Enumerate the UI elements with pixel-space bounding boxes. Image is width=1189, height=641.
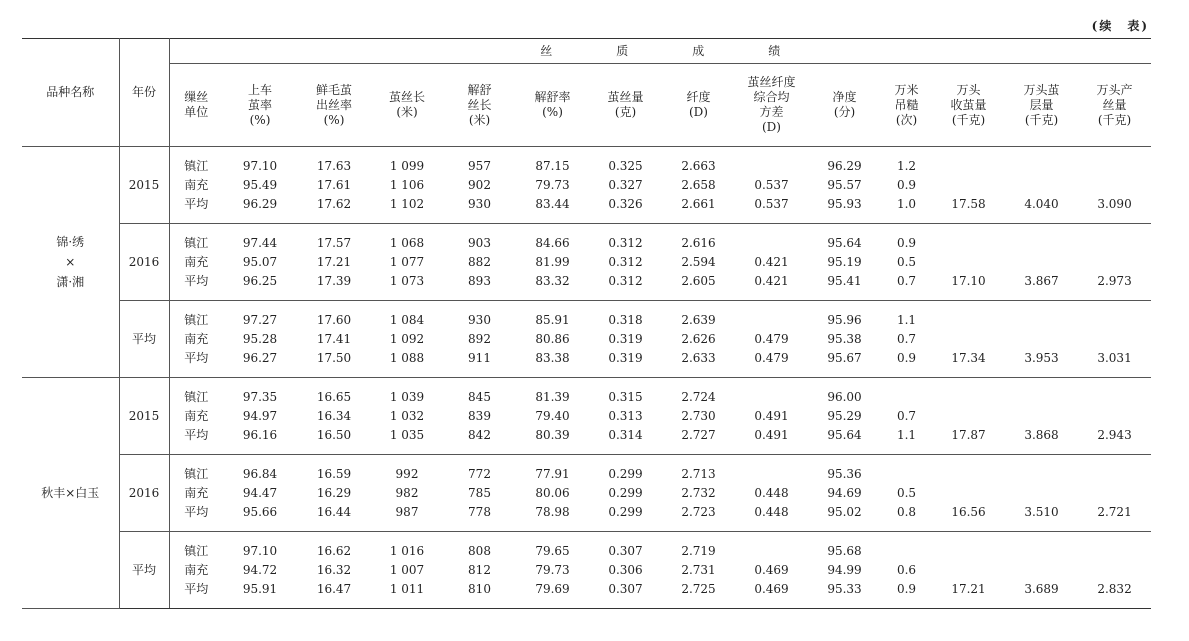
- header-variety: 品种名称: [22, 39, 119, 147]
- data-cell: 3.689: [1005, 532, 1078, 609]
- data-cell: 957 902 930: [443, 147, 516, 224]
- data-cell: 81.39 79.40 80.39: [516, 378, 589, 455]
- data-cell: 85.91 80.86 83.38: [516, 301, 589, 378]
- data-cell: 3.953: [1005, 301, 1078, 378]
- data-cell: 0.469 0.469: [735, 532, 808, 609]
- data-cell: 17.87: [932, 378, 1005, 455]
- data-cell: 808 812 810: [443, 532, 516, 609]
- data-cell: 845 839 842: [443, 378, 516, 455]
- year-cell: 2015: [119, 378, 169, 455]
- year-cell: 2015: [119, 147, 169, 224]
- data-cell: 镇江 南充 平均: [169, 378, 223, 455]
- data-cell: 0.312 0.312 0.312: [589, 224, 662, 301]
- col-header: 鲜毛茧 出丝率 (%): [297, 64, 371, 147]
- data-cell: 0.421 0.421: [735, 224, 808, 301]
- data-cell: 0.5 0.8: [881, 455, 932, 532]
- data-cell: 96.00 95.29 95.64: [808, 378, 881, 455]
- data-cell: 1 016 1 007 1 011: [371, 532, 443, 609]
- data-cell: 16.59 16.29 16.44: [297, 455, 371, 532]
- data-cell: 16.56: [932, 455, 1005, 532]
- col-header: 缫丝 单位: [169, 64, 223, 147]
- year-cell: 平均: [119, 301, 169, 378]
- data-cell: 97.44 95.07 96.25: [223, 224, 297, 301]
- data-cell: 3.868: [1005, 378, 1078, 455]
- data-cell: 97.27 95.28 96.27: [223, 301, 297, 378]
- data-cell: 2.724 2.730 2.727: [662, 378, 735, 455]
- data-cell: 95.64 95.19 95.41: [808, 224, 881, 301]
- table-row: [22, 301, 1189, 378]
- data-cell: 17.10: [932, 224, 1005, 301]
- data-cell: 95.68 94.99 95.33: [808, 532, 881, 609]
- table-row: [22, 147, 1189, 224]
- data-cell: 17.60 17.41 17.50: [297, 301, 371, 378]
- data-cell: 0.299 0.299 0.299: [589, 455, 662, 532]
- data-cell: 4.040: [1005, 147, 1078, 224]
- col-header: 万头产 丝量 (千克): [1078, 64, 1151, 147]
- col-header: 茧丝长 (米): [371, 64, 443, 147]
- data-cell: 0.7 1.1: [881, 378, 932, 455]
- data-cell: 镇江 南充 平均: [169, 301, 223, 378]
- data-cell: 1.2 0.9 1.0: [881, 147, 932, 224]
- data-cell: 96.84 94.47 95.66: [223, 455, 297, 532]
- data-cell: 2.973: [1078, 224, 1151, 301]
- data-cell: 903 882 893: [443, 224, 516, 301]
- data-cell: 95.96 95.38 95.67: [808, 301, 881, 378]
- year-cell: 2016: [119, 455, 169, 532]
- col-header: 万米 吊糙 (次): [881, 64, 932, 147]
- variety-name: 锦·绣 × 潇·湘: [22, 147, 119, 378]
- col-header: 上车 茧率 (%): [223, 64, 297, 147]
- data-cell: 2.663 2.658 2.661: [662, 147, 735, 224]
- data-cell: 2.719 2.731 2.725: [662, 532, 735, 609]
- col-header: 解舒 丝长 (米): [443, 64, 516, 147]
- data-cell: 3.510: [1005, 455, 1078, 532]
- data-cell: 镇江 南充 平均: [169, 532, 223, 609]
- data-cell: 3.090: [1078, 147, 1151, 224]
- data-cell: 0.6 0.9: [881, 532, 932, 609]
- data-cell: 17.58: [932, 147, 1005, 224]
- col-header: 解舒率 (%): [516, 64, 589, 147]
- table-row: [22, 224, 1189, 301]
- data-cell: 84.66 81.99 83.32: [516, 224, 589, 301]
- data-cell: 97.10 95.49 96.29: [223, 147, 297, 224]
- data-cell: 0.479 0.479: [735, 301, 808, 378]
- data-cell: 17.63 17.61 17.62: [297, 147, 371, 224]
- data-cell: 2.713 2.732 2.723: [662, 455, 735, 532]
- table-row: [22, 455, 1189, 532]
- data-cell: 1 039 1 032 1 035: [371, 378, 443, 455]
- col-header: 茧丝量 (克): [589, 64, 662, 147]
- data-cell: 0.9 0.5 0.7: [881, 224, 932, 301]
- col-header: 茧丝纤度 综合均 方差 (D): [735, 64, 808, 147]
- column-header-row: [22, 64, 1189, 147]
- data-cell: 2.616 2.594 2.605: [662, 224, 735, 301]
- data-cell: 镇江 南充 平均: [169, 224, 223, 301]
- data-cell: 17.57 17.21 17.39: [297, 224, 371, 301]
- data-cell: 16.65 16.34 16.50: [297, 378, 371, 455]
- data-cell: 2.943: [1078, 378, 1151, 455]
- data-cell: 95.36 94.69 95.02: [808, 455, 881, 532]
- data-cell: 96.29 95.57 95.93: [808, 147, 881, 224]
- data-cell: 772 785 778: [443, 455, 516, 532]
- year-cell: 平均: [119, 532, 169, 609]
- data-cell: 3.867: [1005, 224, 1078, 301]
- col-header: 纤度 (D): [662, 64, 735, 147]
- data-cell: 992 982 987: [371, 455, 443, 532]
- header-year: 年份: [119, 39, 169, 147]
- col-header: 万头茧 层量 (千克): [1005, 64, 1078, 147]
- data-cell: 1.1 0.7 0.9: [881, 301, 932, 378]
- data-cell: 1 068 1 077 1 073: [371, 224, 443, 301]
- data-cell: 17.34: [932, 301, 1005, 378]
- data-cell: 1 084 1 092 1 088: [371, 301, 443, 378]
- data-cell: 0.448 0.448: [735, 455, 808, 532]
- data-cell: 镇江 南充 平均: [169, 147, 223, 224]
- data-cell: 77.91 80.06 78.98: [516, 455, 589, 532]
- table-row: [22, 532, 1189, 609]
- data-cell: 0.537 0.537: [735, 147, 808, 224]
- data-cell: 0.307 0.306 0.307: [589, 532, 662, 609]
- data-cell: 镇江 南充 平均: [169, 455, 223, 532]
- data-cell: 16.62 16.32 16.47: [297, 532, 371, 609]
- data-cell: 97.35 94.97 96.16: [223, 378, 297, 455]
- data-cell: 97.10 94.72 95.91: [223, 532, 297, 609]
- header-silk-quality-group: 丝 质 成 绩: [169, 39, 1151, 64]
- table-row: [22, 378, 1189, 455]
- data-cell: 17.21: [932, 532, 1005, 609]
- data-cell: 2.721: [1078, 455, 1151, 532]
- data-cell: 87.15 79.73 83.44: [516, 147, 589, 224]
- data-cell: 2.639 2.626 2.633: [662, 301, 735, 378]
- data-cell: 0.325 0.327 0.326: [589, 147, 662, 224]
- silk-quality-table: [22, 38, 1189, 609]
- data-cell: 1 099 1 106 1 102: [371, 147, 443, 224]
- col-header: 万头 收茧量 (千克): [932, 64, 1005, 147]
- year-cell: 2016: [119, 224, 169, 301]
- data-cell: 0.491 0.491: [735, 378, 808, 455]
- data-cell: 79.65 79.73 79.69: [516, 532, 589, 609]
- data-cell: 0.315 0.313 0.314: [589, 378, 662, 455]
- data-cell: 3.031: [1078, 301, 1151, 378]
- data-cell: 2.832: [1078, 532, 1151, 609]
- data-cell: 930 892 911: [443, 301, 516, 378]
- col-header: 净度 (分): [808, 64, 881, 147]
- continued-label: (续 表): [1091, 19, 1149, 33]
- variety-name: 秋丰×白玉: [22, 378, 119, 609]
- data-cell: 0.318 0.319 0.319: [589, 301, 662, 378]
